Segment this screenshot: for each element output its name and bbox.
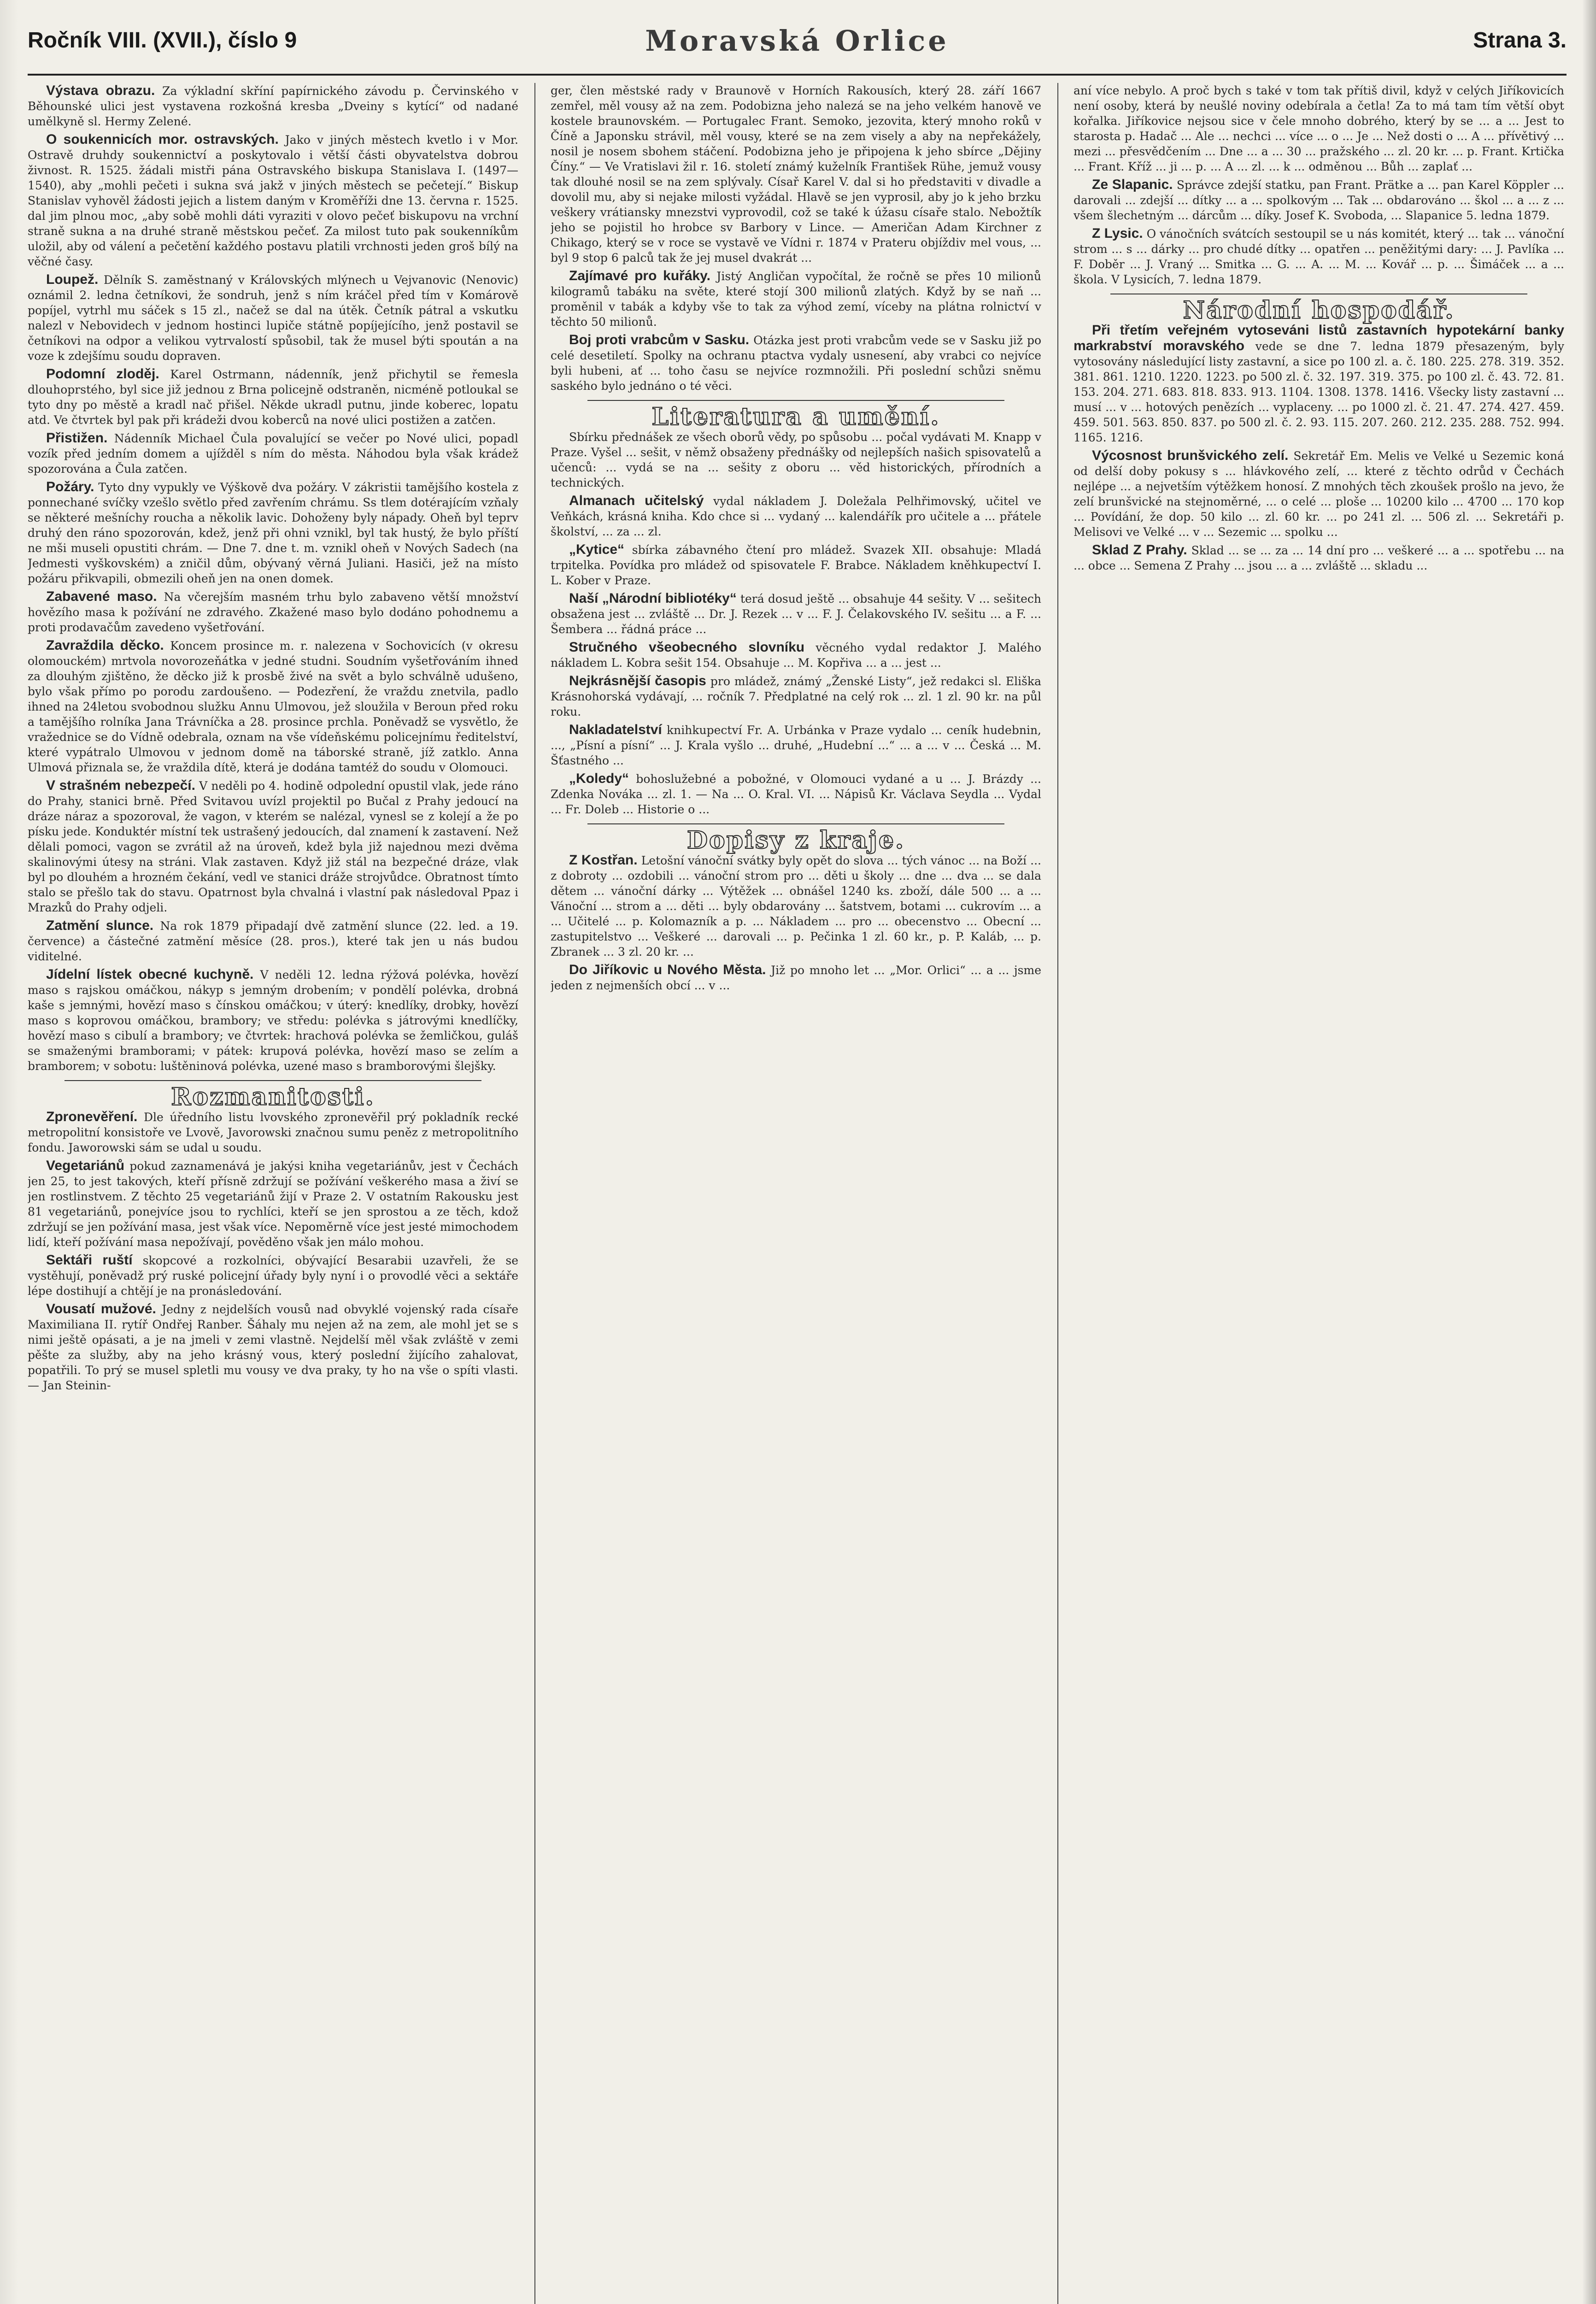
article-text: Za výkladní skříní papírnického závodu p. Červinského v Běhounské ulici jest vystavena rozkošná kresba „Dveiny s kytící“ od nadané umělkyně sl. Hermy Zelené. (28, 84, 518, 128)
column-rule (1057, 83, 1058, 2304)
article-text: Sekretář Em. Melis ve Velké u Sezemic koná od delší doby pokusy s ... hlávkového zelí, ... které z těchto odrůd v Čechách nejlépe ... a nejvetším výtěžkem honosí. Z mnohých těch zkoušek prošlo na jevo, že zelí brunšvické na stejnoměrné, ... o celé ... ploše ... 10200 kilo ... 4700 ... 170 kop ... Povídání, že dop. 50 kilo ... zl. 60 kr. ... po 241 zl. ... 506 zl. ... Sekretáři p. Melisovi ve Velké ... v ... Sezemic ... spolku ... (1074, 449, 1564, 539)
article (551, 962, 1041, 993)
article (28, 1158, 518, 1250)
article-heading: Jídelní lístek obecné kuchyně. (46, 967, 254, 982)
article (1074, 226, 1564, 287)
article-text: Jedny z nejdelších vousů nad obvyklé vojenský rada císaře Maximiliana II. rytíř Ondřej Ranber. Šáhaly mu nejen až na zem, ale mohl jet se s nimi ještě opásati, a je na jmeli v zemi vlastně. Nejdelší měl však zvláště v zemi pěšte za služby, aby na jeho krásný vous, který poslední žijícího zahalovat, popatřili. To prý se musel spletli mu vousy ve dva praky, ty ho na vše o spíti vlasti. — Jan Steinin- (28, 1303, 518, 1392)
article-text: Otázka jest proti vrabcům vede se v Sasku již po celé desetiletí. Spolky na ochranu ptactva vydaly usnesení, aby vrabci co nejvíce byli hubeni, ať ... toho času se nejvíce rozmnožili. Při poslední schůzi sněmu saského bylo jednáno o té věci. (551, 334, 1041, 393)
article (551, 771, 1041, 817)
section-separator (65, 1080, 481, 1081)
article-heading: Nejkrásnější časopis (569, 673, 706, 688)
article (28, 589, 518, 635)
column-2 (551, 83, 1041, 2304)
article-text: Letošní vánoční svátky byly opět do slova ... tých vánoc ... na Boží ... z dobroty ... ozdobili ... vánoční strom pro ... děti u školy ... dne ... dva ... se dala dětem ... vánoční dárky ... Výtěžek ... obnášel 1240 ks. zboží, dále 500 ... a ... Vánoční ... strom a ... děti ... byly obdarovány ... šatstvem, botami ... cukrovím ... a ... Učitelé ... p. Kolomazník a p. ... Nákladem ... pro ... obecenstvo ... Obecní ... zastupitelstvo ... Veškeré ... darovali ... p. Pečinka 1 zl. 60 kr., p. P. Kaláb, ... p. Zbranek ... 3 zl. 20 kr. ... (551, 854, 1041, 958)
article (28, 272, 518, 364)
article-text: Jistý Angličan vypočítal, že ročně se přes 10 milionů kilogramů tabáku na světe, které stojí 300 milionů zlatých. Když by se naň ... proměnil v tabák a kdyby vše to tak za výhod zemí, víceby na plátna rolnictví v těchto 50 milionů. (551, 270, 1041, 329)
article-heading: Výcosnost brunšvického zelí. (1092, 448, 1289, 463)
article-heading: Výstava obrazu. (46, 83, 155, 98)
article-heading: Naší „Národní bibliotéky“ (569, 591, 737, 606)
article-text: Tyto dny vypukly ve Výškově dva požáry. V zákristii tamějšího kostela z ponnechané svíčky vzešlo světlo před zavřením chrámu. Ss tlem dotérajícím vzňaly se některé mešníchy roucha a několik lavic. Dohoženy byly nápady. Oheň byl teprv druhý den ráno spozorován, kdež, jenž při ohni vznikl, byl tak hustý, že bylo příští ne mši museli opustiti chrám. — Dne 7. dne t. m. vznikl oheň v Nových Sadech (na Jedmesti vyškovském) a zničil dům, obývaný věrná Juliani. Hasiči, jež na místo požáru přikvapili, obmezili oheň jen na onen domek. (28, 481, 518, 585)
article-heading: „Kytice“ (569, 542, 625, 557)
article (28, 918, 518, 964)
article-heading: Do Jiříkovic u Nového Města. (569, 962, 766, 977)
issue-number: Ročník VIII. (XVII.), číslo 9 (28, 28, 297, 53)
article (551, 640, 1041, 670)
article-heading: Stručného všeobecného slovníku (569, 640, 805, 655)
article (1074, 323, 1564, 445)
page-edge (1582, 0, 1596, 2304)
article (551, 429, 1041, 490)
article-heading: Zabavené maso. (46, 589, 157, 604)
article-heading: Zpronevěření. (46, 1109, 138, 1124)
article (551, 493, 1041, 539)
article-text: Správce zdejší statku, pan Frant. Prätke a ... pan Karel Köppler ... darovali ... zdejší ... dítky ... a ... spolkovým ... Tak ... obdarováno ... škol ... a ... z ... všem šlechetným ... dárcům ... díky. Josef K. Svoboda, ... Slapanice 5. ledna 1879. (1074, 178, 1564, 222)
article-heading: Požáry. (46, 479, 94, 494)
article (28, 430, 518, 476)
article-heading: „Koledy“ (569, 771, 629, 786)
article-text: Již po mnoho let ... „Mor. Orlici“ ... a ... jsme jeden z nejmenších obcí ... v ... (551, 964, 1041, 992)
section-heading: Literatura a umění. (651, 403, 940, 431)
column-1 (28, 83, 518, 2304)
article (28, 967, 518, 1074)
article (28, 83, 518, 129)
article-text: pokud zaznamenává je jakýsi kniha vegetariánův, jest v Čechách jen 25, to jest takových, kteří přísně zdržují se požívání veškerého masa a živí se jen rostlinstvem. Z těchto 25 vegetariánů žijí v Praze 2. V ostatním Rakousku jest 81 vegetariánů, ponejvíce jsou to rychlíci, kteří se jen sprostou a ze těch, kdož zdržují se jen požívání masa, jest však více. Nepoměrně více jest jesté mimochodem lidí, kteří požívání masa nepožívají, pověděno však jen málo mohou. (28, 1159, 518, 1249)
article (1074, 177, 1564, 223)
article (28, 1109, 518, 1155)
article-text: Jako v jiných městech kvetlo i v Mor. Ostravě druhdy soukennictví a poskytovalo i větší části obyvatelstva dobrou živnost. R. 1525. žádali mistři pána Ostravského biskupa Stanislava I. (1497—1540), aby „mohli pečeti i sukna svá jakž v jiných městech se pečetejí.“ Biskup Stanislav vyhověl žádosti jejich a listem daným v Kroměříži dne 13. června r. 1525. dal jim plnou moc, „aby sobě mohli dáti vyraziti v olovo pečeť biskupovu na vrchní straně sukna a na druhé straně městskou pečeť. Za milost tuto pak soukenníkům uložil, aby od válení a pečetění každého postavu platili vrchnosti jeden groš bílý na věčné časy. (28, 133, 518, 268)
article (551, 542, 1041, 588)
section-heading: Národní hospodář. (1183, 296, 1455, 324)
article-text: Na rok 1879 připadají dvě zatmění slunce (22. led. a 19. července) a částečné zatmění měsíce (28. pros.), které tak jen u nás budou viditelné. (28, 919, 518, 963)
article-text: pro mládež, známý „Ženské Listy“, jež redakci sl. Eliška Krásnohorská vydávají, ... ročník 7. Předplatné na celý rok ... zl. 1 zl. 90 kr. na půl roku. (551, 675, 1041, 718)
section-heading: Dopisy z kraje. (687, 826, 905, 854)
masthead (28, 18, 1567, 76)
newspaper-page (28, 18, 1567, 2304)
section-separator (587, 400, 1004, 401)
article-text: Koncem prosince m. r. nalezena v Sochovicích (v okresu olomouckém) mrtvola novorozeňátka v jedné studni. Soudním vyšetřováním ihned za dlouhým zjištěno, že děcko již k prosbě živé na svět a bylo schválně udušeno, bylo však přímo po porodu zardoušeno. — Podezření, že vraždu znetvila, padlo ihned na 24letou svobodnou služku Annu Ulmovou, jež sloužila v Beroun před roku a tamějšího rolníka Jana Trávníčka a 28. prosince prchla. Poněvadž se vysvětlo, že vražednice se do Vídně odebrala, oznam na vše vídeňskému policejnímu ředitelství, které vypátralo Ulmovou v jednom domě na táborské straně, jíž zatklo. Anna Ulmová přiznala se, že vraždila dítě, která je dodána tamtéž do soudu v Olomouci. (28, 639, 518, 774)
article (551, 722, 1041, 768)
page-number: Strana 3. (1473, 28, 1567, 53)
article (1074, 448, 1564, 540)
article (28, 366, 518, 428)
article (28, 479, 518, 586)
article-heading: Z Lysic. (1092, 226, 1143, 241)
article-text: Karel Ostrmann, nádenník, jenž přichytil se řemesla dlouhoprstého, byl sice již jednou z Brna policejně odstraněn, nicméně potloukal se tyto dny po městě a kradl nač přišel. Někde ukradl putnu, jinde koberec, lopatu atd. Ve čtvrtek byl pak při krádeži dvou koberců na nové ulici postižen a zatčen. (28, 368, 518, 427)
article-heading: Vousatí mužové. (46, 1301, 156, 1317)
article-heading: Přistižen. (46, 430, 108, 446)
article (28, 1252, 518, 1299)
column-3 (1074, 83, 1564, 2304)
article-text: Nádenník Michael Čula povalující se večer po Nové ulici, popadl vozík před jedním domem a ujížděl s ním do města. Náhodou byla však krádež spozorována a Čula zatčen. (28, 432, 518, 476)
article-text: O vánočních svátcích sestoupil se u nás komitét, který ... tak ... vánoční strom ... s ... dárky ... pro chudé dítky ... opatřen ... peněžitými dary: ... J. Pavlíka ... F. Doběr ... J. Vraný ... Smitka ... G. ... A. ... M. ... Kovář ... p. ... Šimáček ... a ... škola. V Lysicích, 7. ledna 1879. (1074, 227, 1564, 286)
article-heading: Zatmění slunce. (46, 918, 154, 933)
article-text: V neděli 12. ledna rýžová polévka, hovězí maso s rajskou omáčkou, nákyp s jemným drobením; v pondělí polévka, drobná kaše s jemnými, hovězí maso s čínskou omáčkou; v úterý: knedlíky, drobky, hovězí maso s koprovou omáčkou, brambory; ve středu: polévka s játrovými knedlíčky, hovězí maso s cibulí a brambory; ve čtvrtek: hrachová polévka se žemličkou, guláš se smaženými bramborami; v pátek: krupová polévka, hovězí maso se zelím a bramborem; v sobotu: luštěninová polévka, uzené maso s bramborovými šlejšky. (28, 968, 518, 1073)
article-heading: Z Kostřan. (569, 852, 638, 868)
article-text: Dle úředního listu lvovského zpronevěřil prý pokladník recké metropolitní konsistoře ve Lvově, Javorowski značnou sumu peněz z metropolitního fondu. Jaworowski sám se udal u soudu. (28, 1111, 518, 1154)
article-text: Dělník S. zaměstnaný v Královských mlýnech u Vejvanovic (Nenovic) oznámil 2. ledna četníkovi, že sondruh, jenž s ním kráčel před tím v Komárově popíjel, vytrhl mu sáček s 15 zl., načež se dal na útěk. Četník pátral a vskutku nalezl v Nebovidech v jednom hostinci lupiče státně popíjejícího, jenž postavil se četníkovi na odpor a velikou vytrvalostí spůsobil, tak že musel býti spoután a na voze k zdejšímu soudu dopraven. (28, 273, 518, 363)
article-text: V neděli po 4. hodině odpolední opustil vlak, jede ráno do Prahy, stanici brně. Před Svitavou uvízl projektil po Bučal z Prahy jedoucí na dráze náraz a spozoroval, že vagon, v kterém se nalézal, vynesl se z kolejí a že po písku jede. Konduktér místní tek ustrašený jedoucích, dal znamení k zastavení. Než dělali pomoci, vagon se zvrátil až na úroveň, kdež byla již najednou mezi dvěma skalinovými útesy na stráni. Vlak zastaven. Když již stál na bezpečné dráze, vlak byl po dlouhém a hrozném čekání, vedl ve stanici dráže strojvůdce. Obratnost tímto stalo se přešlo tak do stavu. Opatrnost byla chvalná i vlastní pak následoval Ppaz i Mrazků do Prahy odjeli. (28, 779, 518, 914)
article (28, 132, 518, 269)
article (551, 332, 1041, 394)
article (551, 268, 1041, 329)
article-text: Sklad ... se ... za ... 14 dní pro ... veškeré ... a ... spotřebu ... na ... obce ... Semena Z Prahy ... jsou ... a ... zvláště ... skladu ... (1074, 544, 1564, 572)
article-text: aní více nebylo. A proč bych s také v tom tak přítiš divil, když v celých Jiříkovicích není osoby, která by neušlé noviny odebírala a četla! Za to má tam tím větší obyt kořalka. Jiříkovice nejsou sice v čele mnoho dobrého, který by se ... a ... Jest to starosta p. Hadač ... Ale ... nechci ... více ... o ... Je ... Než dosti o ... A ... přívětivý ... mezi ... přesvědčením ... Dne ... a ... 30 ... pražského ... zl. 20 kr. ... p. Frant. Krtička ... Frant. Kříž ... ji ... p. ... A ... zl. ... k ... odměnou ... Bůh ... zaplať ... (1074, 84, 1564, 173)
section-heading: Rozmanitosti. (171, 1083, 375, 1111)
article-text: vydal nákladem J. Doležala Pelhřimovský, učitel ve Veňkách, krásná kniha. Kdo chce si ... vydaný ... kalendářík pro učitele a ... přátele školství, ... za ... zl. (551, 494, 1041, 538)
article-heading: Almanach učitelský (569, 493, 704, 508)
article-text: Sbírku přednášek ze všech oborů vědy, po spůsobu ... počal vydávati M. Knapp v Praze. Vyšel ... sešit, v němž obsaženy přednášky od nejlepších našich spisovatelů a učenců: ... vydá se na ... sešity z oboru ... věd historických, přírodních a technických. (551, 430, 1041, 489)
article-text: skopcové a rozkolníci, obývající Besarabii uzavřeli, že se vystěhují, poněvadž prý ruské policejní úřady byly nyní i o provodlé věci a sektáře lépe dostihují a chtějí je na pronásledování. (28, 1254, 518, 1298)
article-heading: Zajímavé pro kuřáky. (569, 268, 710, 283)
article-continuation (1074, 83, 1564, 174)
section-separator (587, 823, 1004, 824)
article-heading: Zavraždila děcko. (46, 638, 164, 653)
article-heading: Sektáři ruští (46, 1252, 133, 1268)
article (28, 1301, 518, 1393)
article (551, 673, 1041, 719)
article-text: vede se dne 7. ledna 1879 přesazeným, byly vytosovány následující listy zastavní, a sice po 100 zl. a. č. 180. 225. 278. 319. 352. 381. 861. 1210. 1220. 1223. po 500 zl. č. 32. 197. 319. 375. po 100 zl. č. 43. 72. 81. 153. 204. 271. 683. 818. 833. 913. 1104. 1308. 1378. 1416. Všecky listy zastavní ... musí ... v ... hotových penězích ... vyplaceny. ... po 1000 zl. č. 21. 47. 274. 427. 459. 459. 501. 563. 850. 837. po 500 zl. č. 2. 93. 115. 207. 260. 212. 235. 288. 752. 994. 1165. 1216. (1074, 340, 1564, 444)
article-text: ger, člen městské rady v Braunově v Horních Rakousích, který 28. září 1667 zemřel, měl vousy až na zem. Podobizna jeho nalezá se na jeho velkém hanově ve kostele braunovském. — Portugalec Frant. Semoko, jezovita, který mnoho roků v Číně a Japonsku strávil, měl vousy, které se na zem visely a aby na nepřekážely, nosil je nosem sbohem stáčení. Podobizna jeho je připojena k jeho sbírce „Dějiny Číny.“ — Ve Vratislavi žil r. 16. století známý kuželník František Rühe, jemuž vousy tak dlouhé nosil se na zem splývaly. Císař Karel V. dal si ho představiti v divadle a dovolil mu, aby si nejake milosti vyžádal. Hlavě se jen vyprosil, aby jo k jeho brzku veškery vrátiansky mnezstvi vyprovodil, což se také k úžasu císaře stalo. Nebožtík jeho se pojistil ho hrobce sv Barbory v Lince. — Američan Adam Kirchner z Chikago, který se v roce se vystavě ve Vídni r. 1874 v Prateru objíždiv mel vous, ... byl 9 stop 6 palců tak že jej musel dvakrát ... (551, 84, 1041, 264)
article-text: Na včerejším masném trhu bylo zabaveno větší množství hovězího masa k požívání ne zdravého. Zkažené maso bylo dodáno pohodnemu a proti prodavačům zavedeno vyšetřování. (28, 590, 518, 634)
article-heading: V strašném nebezpečí. (46, 778, 195, 793)
article-continuation (551, 83, 1041, 265)
newspaper-title: Moravská Orlice (645, 24, 949, 58)
article-heading: Boj proti vrabcům v Sasku. (569, 332, 750, 347)
page-shadow (0, 0, 18, 2304)
article-heading: Loupež. (46, 272, 99, 287)
article-text: bohoslužebné a pobožné, v Olomouci vydané a u ... J. Brázdy ... Zdenka Nováka ... zl. 1. — Na ... O. Kral. VI. ... Nápisů Kr. Václava Seydla ... Vydal ... Fr. Doleb ... Historie o ... (551, 772, 1041, 816)
article-text: knihkupectví Fr. A. Urbánka v Praze vydalo ... ceník hudebnin, ..., „Písní a písní“ ... J. Krala vyšlo ... druhé, „Hudební ...“ ... a ... v ... Česká ... M. Šťastného ... (551, 723, 1041, 767)
article-heading: Při třetím veřejném vytoseváni listů zastavních hypotekární banky markrabství moravského (1074, 323, 1564, 353)
article-heading: Sklad Z Prahy. (1092, 542, 1187, 558)
article (551, 591, 1041, 637)
article-heading: O soukennicích mor. ostravských. (46, 132, 279, 147)
article (28, 638, 518, 775)
article-heading: Podomní zloděj. (46, 366, 159, 382)
article-text: terá dosud ještě ... obsahuje 44 sešity. V ... sešitech obsažena jest ... zvláště ... Dr. J. Rezek ... v ... F. J. Čelakovského IV. sešitu ... a F. ... Šembera ... řádná práce ... (551, 592, 1041, 636)
article (551, 852, 1041, 959)
article-heading: Vegetariánů (46, 1158, 125, 1173)
article-text: sbírka zábavného čtení pro mládež. Svazek XII. obsahuje: Mladá trpitelka. Povídka pro mládež od spisovatele F. Brabce. Nákladem kněhkupectví I. L. Kober v Praze. (551, 543, 1041, 587)
article (1074, 542, 1564, 573)
article-heading: Nakladatelství (569, 722, 662, 737)
article-heading: Ze Slapanic. (1092, 177, 1173, 192)
column-rule (534, 83, 535, 2304)
article (28, 778, 518, 915)
article-text: věcného vydal redaktor J. Malého nákladem L. Kobra sešit 154. Obsahuje ... M. Kopřiva ... a ... jest ... (551, 641, 1041, 670)
